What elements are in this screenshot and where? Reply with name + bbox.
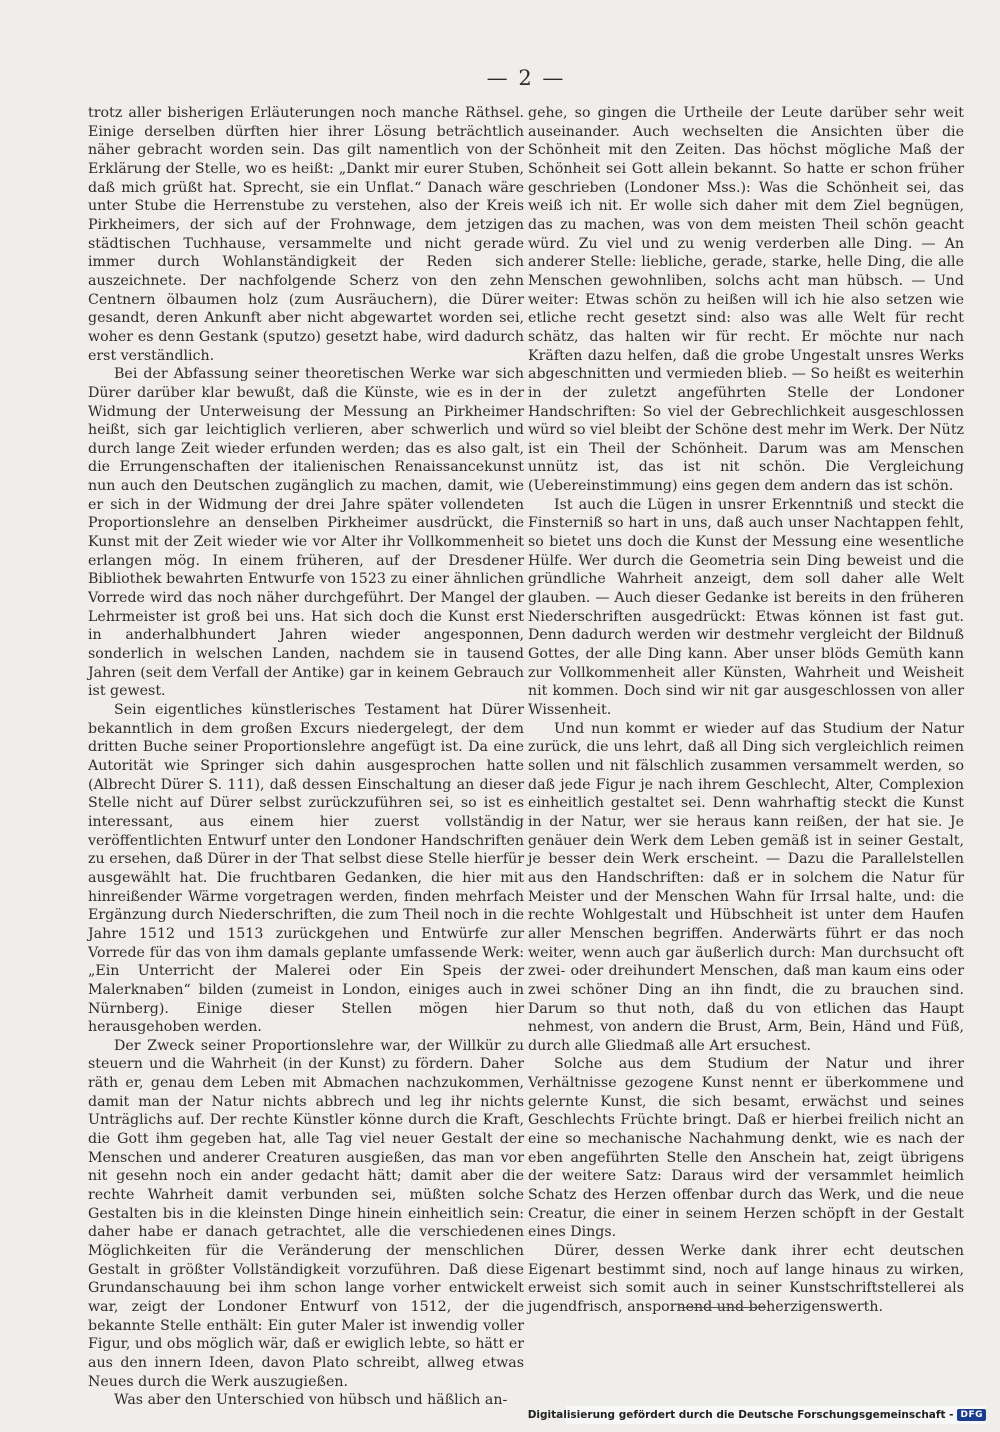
footer-credit [527, 1406, 986, 1424]
dfg-logo-icon: DFG [957, 1409, 986, 1421]
page-number: — 2 — [486, 66, 566, 90]
paragraph: trotz aller bisherigen Erläuterungen noch manche Räthsel. Einige derselben dürften hier ihrer Lösung beträchtlich näher gebracht worden sein. Das gilt namentlich von der Erklärung der Stelle, wo es heißt: „Dankt mir eurer Stuben, daß mich grüßt hat. Sprecht, sie ein Unflat.“ Danach wäre unter Stube die Herrenstube zu verstehen, also der Kreis Pirkheimers, der sich auf der Frohnwage, dem jetzigen städtischen Tuchhause, versammelte und nicht gerade immer durch Wohlanständigkeit der Reden sich auszeichnete. Der nachfolgende Scherz von den zehn Centnern ölbaumen holz (zum Ausräuchern), die Dürer gesandt, deren Ankunft aber nicht abgewartet worden sei, woher es denn Gestank (sputzo) gesetzt habe, wird dadurch erst verständlich. [88, 105, 524, 364]
paragraph: Was aber den Unterschied von hübsch und häßlich an- [114, 1392, 508, 1409]
footer-text: Digitalisierung gefördert durch die Deutsche Forschungsgemeinschaft - [527, 1409, 954, 1421]
paragraph: Und nun kommt er wieder auf das Studium der Natur zurück, die uns lehrt, daß all Ding sich vergleichlich reimen sollen und nit fälschlich zusammen versammelt werden, so daß jede Figur je nach ihrem Geschlecht, Alter, Complexion einheitlich gestaltet sei. Denn wahrhaftig steckt die Kunst in der Natur, wer sie heraus kann reißen, der hat sie. Je genäuer dein Werk dem Leben gemäß ist in seiner Gestalt, je besser dein Werk erscheint. — Dazu die Parallelstellen aus den Handschriften: daß er in solchem die Natur für Meister und der Menschen Wahn für Irrsal halte, und: die rechte Wohlgestalt und Hübschheit ist unter dem Haufen aller Menschen begriffen. Anderwärts führt er das noch weiter, wenn auch gar äußerlich durch: Man durchsucht oft zwei- oder dreihundert Menschen, daß man kaum eins oder zwei schöner Ding an ihn findt, die zu brauchen sind. Darum so thut noth, daß du von etlichen das Haupt nehmest, von andern die Brust, Arm, Bein, Händ und Füß, durch alle Gliedmaß alle Art ersuchest. [528, 720, 964, 1054]
paragraph: gehe, so gingen die Urtheile der Leute darüber sehr weit auseinander. Auch wechselten die Ansichten über die Schönheit mit den Zeiten. Das höchst mögliche Maß der Schönheit sei Gott allein bekannt. So hatte er schon früher geschrieben (Londoner Mss.): Was die Schönheit sei, das weiß ich nit. Er wolle sich daher mit dem Ziel begnügen, das zu machen, was von dem meisten Theil schön geacht würd. Zu viel und zu wenig verderben alle Ding. — An anderer Stelle: liebliche, gerade, starke, helle Ding, die alle Menschen gewohnliben, solchs acht man hübsch. — Und weiter: Etwas schön zu heißen will ich hie also setzen wie etliche recht gesetzt sind: also was alle Welt für recht schätz, das halten wir für recht. Er möchte nur nach Kräften dazu helfen, daß die grobe Ungestalt unsres Werks abgeschnitten und vermieden blieb. — So heißt es weiterhin in der zuletzt angeführten Stelle der Londoner Handschriften: So viel der Gebrechlichkeit ausgeschlossen würd so viel bleibt der Schöne dest mehr im Werk. Der Nütz ist ein Theil der Schönheit. Darum was am Menschen unnütz ist, das ist nit schön. Die Vergleichung (Uebereinstimmung) eins gegen dem andern das ist schön. [528, 105, 964, 495]
paragraph: Ist auch die Lügen in unsrer Erkenntniß und steckt die Finsterniß so hart in uns, daß auch unser Nachtappen fehlt, so bietet uns doch die Kunst der Messung eine wesentliche Hülfe. Wer durch die Geometria sein Ding beweist und die gründliche Wahrheit anzeigt, dem soll daher alle Welt glauben. — Auch dieser Gedanke ist bereits in den früheren Niederschriften ausgedrückt: Etwas können ist fast gut. Denn dadurch werden wir destmehr vergleicht der Bildnuß Gottes, der alle Ding kann. Aber unser blöds Gemüth kann zur Vollkommenheit aller Künsten, Wahrheit und Weisheit nit kommen. Doch sind wir nit gar ausgeschlossen von aller Wissenheit. [528, 496, 964, 718]
paragraph: Solche aus dem Studium der Natur und ihrer Verhältnisse gezogene Kunst nennt er überkommene und gelernte Kunst, die sich besamt, erwächst und seines Geschlechts Früchte bringt. Daß er hierbei freilich nicht an eine so mechanische Nachahmung denkt, wie es nach der eben angeführten Stelle den Anschein hat, zeigt übrigens der weitere Satz: Daraus wird der versammlet heimlich Schatz des Herzen offenbar durch das Werk, und die neue Creatur, die einer in seinem Herzen schöpft in der Gestalt eines Dings. [528, 1056, 964, 1241]
right-column [528, 104, 964, 1317]
paragraph: Dürer, dessen Werke dank ihrer echt deutschen Eigenart bestimmt sind, noch auf lange hinaus zu wirken, erweist sich somit auch in seiner Kunstschriftstellerei als jugendfrisch, anspornend und beherzigenswerth. [528, 1243, 964, 1315]
paragraph: Sein eigentliches künstlerisches Testament hat Dürer bekanntlich in dem großen Excurs niedergelegt, der dem dritten Buche seiner Proportionslehre angefügt ist. Da eine Autorität wie Springer sich dahin ausgesprochen hatte (Albrecht Dürer S. 111), daß dessen Einschaltung an dieser Stelle nicht auf Dürer selbst zurückzuführen sei, so ist es interessant, aus einem hier zuerst vollständig veröffentlichten Entwurf unter den Londoner Handschriften zu ersehen, daß Dürer in der That selbst diese Stelle hierfür ausgewählt hat. Die fruchtbaren Gedanken, die hier mit hinreißender Wärme vorgetragen werden, finden mehrfach Ergänzung durch Niederschriften, die zum Theil noch in die Jahre 1512 und 1513 zurückgehen und Entwürfe zur Vorrede für das von ihm damals geplante umfassende Werk: „Ein Unterricht der Malerei oder Ein Speis der Malerknaben“ bilden (zumeist in London, einiges auch in Nürnberg). Einige dieser Stellen mögen hier herausgehoben werden. [88, 702, 524, 1036]
end-rule [678, 1307, 766, 1308]
paragraph: Der Zweck seiner Proportionslehre war, der Willkür zu steuern und die Wahrheit (in der Kunst) zu fördern. Daher räth er, genau dem Leben mit Abmachen nachzukommen, damit man der Natur nichts abbrech und leg ihr nichts Unträglichs auf. Der rechte Künstler könne durch die Kraft, die Gott ihm gegeben hat, alle Tag viel neuer Gestalt der Menschen und anderer Creaturen ausgießen, das man vor nit gesehn noch ein ander gedacht hätt; damit aber die rechte Wahrheit damit verbunden sei, müßten solche Gestalten bis in die kleinsten Dinge hinein einheitlich sein: daher habe er danach getrachtet, alle die verschiedenen Möglichkeiten für die Veränderung der menschlichen Gestalt in größter Vollständigkeit vorzuführen. Daß diese Grundanschauung bei ihm schon lange vorher entwickelt war, zeigt der Londoner Entwurf von 1512, der die bekannte Stelle enthält: Ein guter Maler ist inwendig voller Figur, und obs möglich wär, daß er ewiglich lebte, so hätt er aus den innern Ideen, davon Plato schreibt, allweg etwas Neues durch die Werk auszugießen. [88, 1037, 524, 1390]
left-column [88, 104, 524, 1410]
paragraph: Bei der Abfassung seiner theoretischen Werke war sich Dürer darüber klar bewußt, daß die Künste, wie es in der Widmung der Unterweisung der Messung an Pirkheimer heißt, sich gar leichtiglich verlieren, aber schwerlich und durch lange Zeit wieder erfunden werden; das es also galt, die Errungenschaften der italienischen Renaissancekunst nun auch den Deutschen zugänglich zu machen, damit, wie er sich in der Widmung der drei Jahre später vollendeten Proportionslehre an denselben Pirkheimer ausdrückt, die Kunst mit der Zeit wieder wie vor Alter ihr Vollkommenheit erlangen mög. In einem früheren, auf der Dresdener Bibliothek bewahrten Entwurfe von 1523 zu einer ähnlichen Vorrede wird das noch näher durchgeführt. Der Mangel der Lehrmeister ist groß bei uns. Hat sich doch die Kunst erst in anderhalbhundert Jahren wieder angesponnen, sonderlich in welschen Landen, nachdem sie in tausend Jahren (seit dem Verfall der Antike) gar in keinem Gebrauch ist gewest. [88, 366, 524, 700]
